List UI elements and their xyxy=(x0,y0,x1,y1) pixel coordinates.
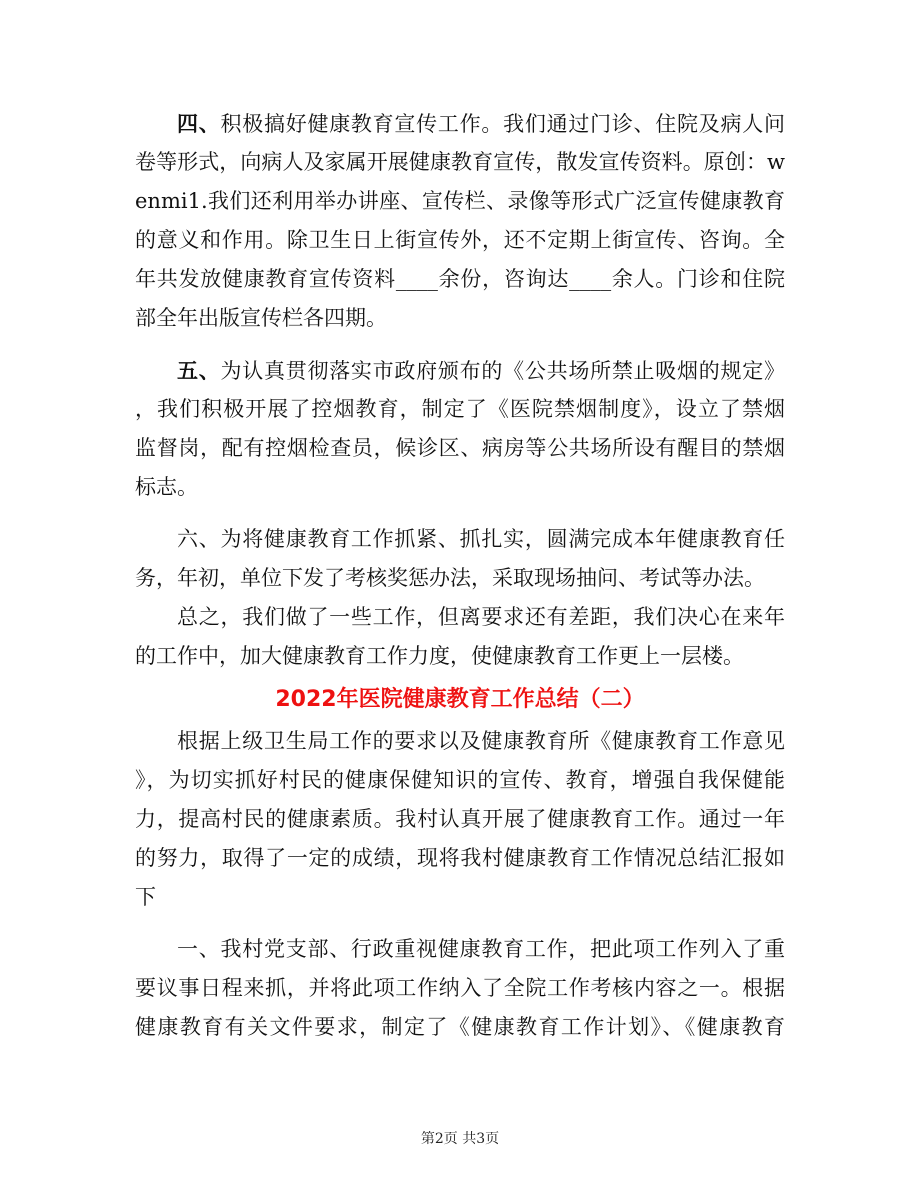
text-line: 一、我村党支部、行政重视健康教育工作，把此项工作列入了重 xyxy=(177,937,785,961)
text-line: 务，年初，单位下发了考核奖惩办法，采取现场抽问、考试等办法。 xyxy=(135,566,765,590)
paragraph-lead: 五、 xyxy=(177,358,221,383)
text-line: 五、为认真贯彻落实市政府颁布的《公共场所禁止吸烟的规定》 xyxy=(177,358,785,383)
page-number-footer: 第2页 共3页 xyxy=(420,1131,500,1147)
paragraph-intro xyxy=(135,722,785,917)
paragraph-lead: 六、 xyxy=(177,527,221,551)
paragraph-five xyxy=(135,351,785,507)
text-line: 根据上级卫生局工作的要求以及健康教育所《健康教育工作意见 xyxy=(177,729,785,753)
text-line: 的努力，取得了一定的成绩，现将我村健康教育工作情况总结汇报如 xyxy=(135,846,785,870)
paragraph-lead: 四、 xyxy=(177,111,221,136)
text-line: 健康教育有关文件要求，制定了《健康教育工作计划》、《健康教育 xyxy=(135,1015,785,1039)
text-line: 要议事日程来抓，并将此项工作纳入了全院工作考核内容之一。根据 xyxy=(135,976,785,1000)
text-line: enmi1.我们还利用举办讲座、宣传栏、录像等形式广泛宣传健康教育 xyxy=(135,189,785,213)
text-line: 标志。 xyxy=(135,475,198,499)
text-line: 监督岗，配有控烟检查员，候诊区、病房等公共场所设有醒目的禁烟 xyxy=(135,436,785,460)
paragraph-four xyxy=(135,104,785,338)
text-line: 总之，我们做了一些工作，但离要求还有差距，我们决心在来年 xyxy=(177,605,785,629)
paragraph-summary xyxy=(135,598,785,676)
text-line: ，我们积极开展了控烟教育，制定了《医院禁烟制度》，设立了禁烟 xyxy=(135,397,785,421)
text-line: 的意义和作用。除卫生日上街宣传外，还不定期上街宣传、咨询。全 xyxy=(135,228,785,252)
paragraph-six xyxy=(135,520,785,598)
paragraph-one xyxy=(135,930,785,1047)
text-line: 》，为切实抓好村民的健康保健知识的宣传、教育，增强自我保健能 xyxy=(135,768,785,792)
text-line: 力，提高村民的健康素质。我村认真开展了健康教育工作。通过一年 xyxy=(135,807,785,831)
text-line: 六、为将健康教育工作抓紧、抓扎实，圆满完成本年健康教育任 xyxy=(177,527,785,551)
text-line: 的工作中，加大健康教育工作力度，使健康教育工作更上一层楼。 xyxy=(135,644,744,668)
paragraph-lead: 一、 xyxy=(177,937,221,961)
text-line: 部全年出版宣传栏各四期。 xyxy=(135,306,387,330)
document-body xyxy=(135,104,785,1047)
text-line: 下 xyxy=(135,885,156,909)
text-line: 卷等形式，向病人及家属开展健康教育宣传，散发宣传资料。原创：w xyxy=(135,150,785,174)
text-line: 年共发放健康教育宣传资料____余份，咨询达____余人。门诊和住院 xyxy=(135,267,785,291)
section-title: 2022年医院健康教育工作总结（二） xyxy=(275,687,645,712)
text-line: 四、积极搞好健康教育宣传工作。我们通过门诊、住院及病人问 xyxy=(177,111,785,136)
